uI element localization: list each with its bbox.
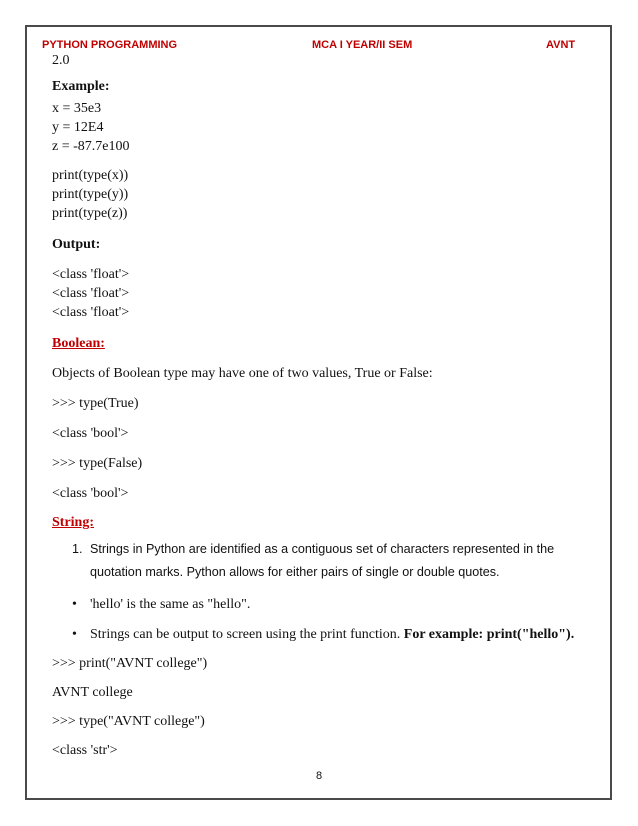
list-number: 1.: [72, 542, 83, 556]
string-line: >>> print("AVNT college"): [52, 656, 208, 671]
string-heading: String:: [52, 515, 94, 530]
list-item-line: Strings in Python are identified as a contiguous set of characters represented in the: [90, 542, 555, 556]
bullet-icon: •: [72, 627, 77, 642]
code-line: print(type(y)): [52, 187, 129, 202]
code-line: print(type(x)): [52, 168, 129, 183]
boolean-line: <class 'bool'>: [52, 486, 129, 501]
boolean-heading: Boolean:: [52, 336, 105, 351]
header-right: AVNT: [546, 39, 576, 51]
string-line: AVNT college: [52, 685, 133, 700]
bullet-text-bold: For example: print("hello").: [403, 627, 575, 642]
example-heading: Example:: [52, 79, 110, 94]
header-left: PYTHON PROGRAMMING: [42, 39, 178, 51]
output-heading: Output:: [52, 237, 101, 252]
code-line: y = 12E4: [52, 120, 104, 135]
code-line: print(type(z)): [52, 206, 128, 221]
bullet-text-plain: Strings can be output to screen using the print function.: [90, 627, 401, 642]
code-line: x = 35e3: [52, 101, 102, 116]
bullet-text: [90, 627, 574, 643]
output-line: <class 'float'>: [52, 305, 130, 320]
bullet-text: 'hello' is the same as "hello".: [90, 597, 251, 612]
bullet-icon: •: [72, 597, 77, 612]
output-line: <class 'float'>: [52, 286, 130, 301]
string-line: >>> type("AVNT college"): [52, 714, 205, 729]
boolean-line: >>> type(True): [52, 396, 139, 411]
boolean-description: Objects of Boolean type may have one of two values, True or False:: [52, 366, 433, 381]
string-line: <class 'str'>: [52, 743, 118, 758]
code-line: z = -87.7e100: [52, 139, 130, 154]
output-line: <class 'float'>: [52, 267, 130, 282]
boolean-line: >>> type(False): [52, 456, 143, 471]
boolean-line: <class 'bool'>: [52, 426, 129, 441]
top-value: 2.0: [52, 53, 70, 68]
page-number: 8: [315, 770, 323, 782]
list-item-line: quotation marks. Python allows for either pairs of single or double quotes.: [90, 565, 500, 579]
header-center: MCA I YEAR/II SEM: [312, 39, 413, 51]
